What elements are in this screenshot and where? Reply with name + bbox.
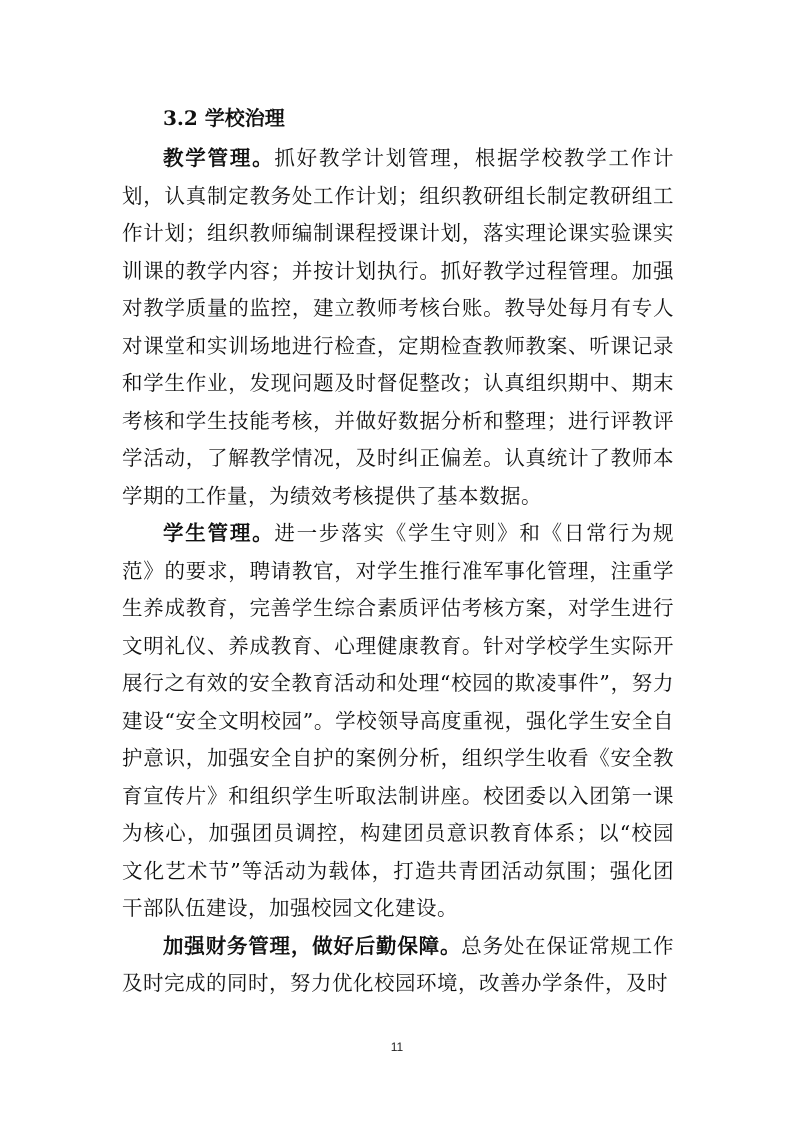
page-number: 11 <box>390 1040 404 1054</box>
paragraph-lead: 学生管理。 <box>163 521 275 545</box>
paragraph-body: 总务处在保证常规工作及时完成的同时，努力优化校园环境，改善办学条件，及时 <box>122 933 675 995</box>
paragraph-body: 抓好教学计划管理，根据学校教学工作计划，认真制定教务处工作计划；组织教研组长制定教研组工作计划；组织教师编制课程授课计划，落实理论课实验课实训课的教学内容；并按计划执行。抓好教学过程管理。加强对教学质量的监控，建立教师考核台账。教导处每月有专人对课堂和实训场地进行检查，定期检查教师教案、听课记录和学生作业，发现问题及时督促整改；认真组织期中、期末考核和学生技能考核，并做好数据分析和整理；进行评教评学活动，了解教学情况，及时纠正偏差。认真统计了教师本学期的工作量，为绩效考核提供了基本数据。 <box>122 146 675 508</box>
paragraph-teaching-management <box>122 140 674 515</box>
body-text <box>122 140 674 1003</box>
paragraph-body: 进一步落实《学生守则》和《日常行为规范》的要求，聘请教官，对学生推行准军事化管理，注重学生养成教育，完善学生综合素质评估考核方案，对学生进行文明礼仪、养成教育、心理健康教育。针对学校学生实际开展行之有效的安全教育活动和处理“校园的欺凌事件”，努力建设“安全文明校园”。学校领导高度重视，强化学生安全自护意识，加强安全自护的案例分析，组织学生收看《安全教育宣传片》和组织学生听取法制讲座。校团委以入团第一课为核心，加强团员调控，构建团员意识教育体系；以“校园文化艺术节”等活动为载体，打造共青团活动氛围；强化团干部队伍建设，加强校园文化建设。 <box>122 521 675 920</box>
paragraph-lead: 加强财务管理，做好后勤保障。 <box>163 933 462 958</box>
section-heading: 3.2 学校治理 <box>163 106 285 130</box>
paragraph-student-management <box>122 515 674 928</box>
paragraph-lead: 教学管理。 <box>163 146 275 170</box>
paragraph-finance-management <box>122 928 674 1003</box>
